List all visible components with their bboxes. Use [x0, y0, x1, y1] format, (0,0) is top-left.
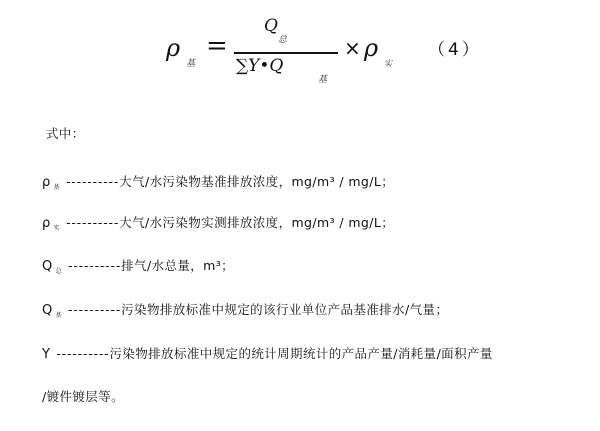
formula-equals: = — [206, 31, 228, 61]
definition-subscript: 总 — [55, 268, 63, 275]
intro-text: 式中： — [46, 126, 85, 141]
definition-dashes: ---------- — [68, 302, 122, 317]
definition-rho-base — [42, 172, 394, 190]
definition-text: 大气/水污染物基准排放浓度，mg/m³ / mg/L； — [119, 174, 395, 189]
formula-rhs-symbol: ρ — [364, 34, 379, 62]
definition-subscript: 实 — [53, 225, 61, 232]
formula-times: × — [344, 36, 361, 60]
definition-dashes: ---------- — [68, 258, 122, 273]
definition-symbol: ρ — [42, 216, 51, 231]
definition-q-base — [42, 300, 448, 318]
definition-q-total — [42, 256, 234, 274]
formula-numerator-subscript: 总 — [278, 35, 288, 45]
formula — [160, 14, 460, 84]
formula-lhs-subscript: 基 — [186, 59, 196, 69]
definition-dashes: ---------- — [66, 215, 120, 230]
formula-rhs-subscript: 实 — [384, 59, 392, 68]
formula-denominator: ∑Y•Q — [236, 56, 284, 76]
equation-number: （4） — [428, 40, 482, 60]
definition-symbol: Q — [42, 259, 53, 274]
definition-subscript: 基 — [55, 312, 63, 319]
definition-symbol: Y — [42, 347, 51, 362]
definition-symbol: Q — [42, 303, 53, 318]
definition-text: 污染物排放标准中规定的统计周期统计的产品产量/消耗量/面积产量 — [109, 346, 493, 361]
definition-text: 污染物排放标准中规定的该行业单位产品基准排水/气量； — [121, 302, 449, 317]
definition-y-continuation: /镀件镀层等。 — [42, 389, 125, 404]
definition-dashes: ---------- — [66, 174, 120, 189]
definition-rho-measured — [42, 213, 394, 231]
definition-symbol: ρ — [42, 175, 51, 190]
formula-numerator: Q — [264, 16, 278, 36]
formula-denominator-subscript: 基 — [318, 75, 328, 85]
definition-y — [42, 344, 493, 362]
definition-subscript: 基 — [53, 184, 61, 191]
definition-text: 排气/水总量，m³； — [121, 258, 235, 273]
fraction-bar — [234, 52, 338, 54]
definition-dashes: ---------- — [56, 346, 110, 361]
formula-lhs-symbol: ρ — [166, 34, 181, 62]
definition-text: 大气/水污染物实测排放浓度，mg/m³ / mg/L； — [119, 215, 395, 230]
